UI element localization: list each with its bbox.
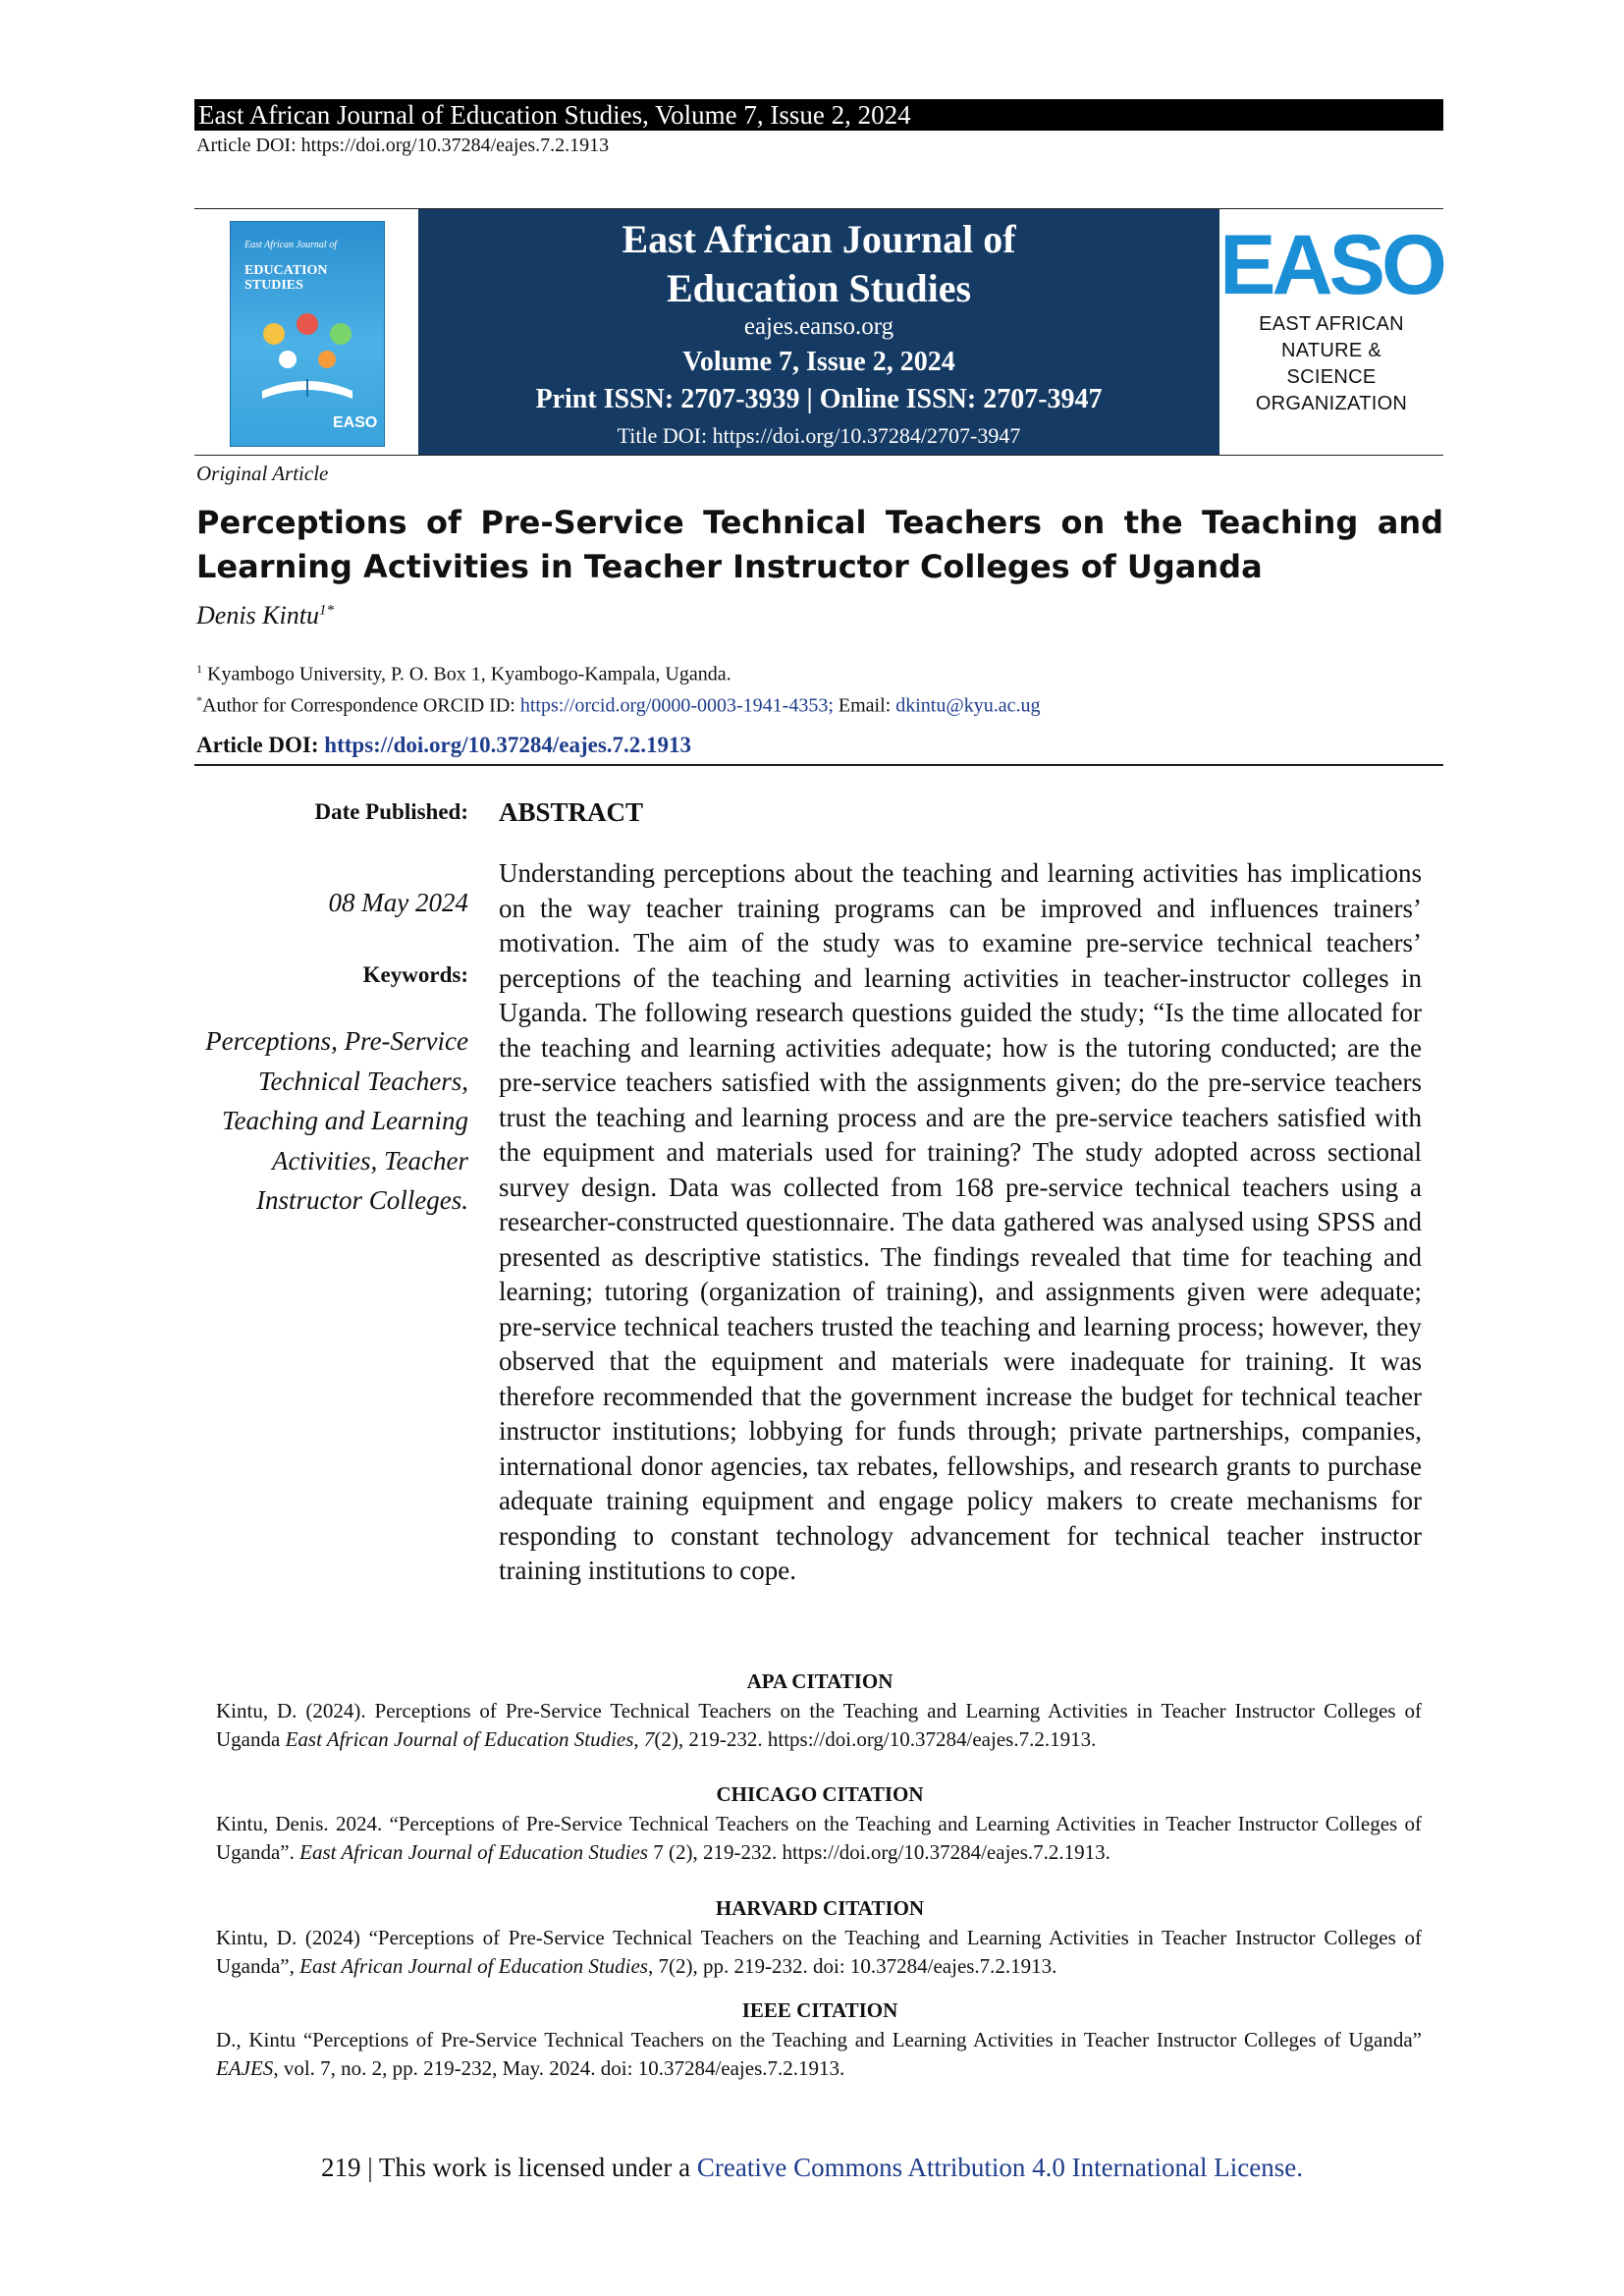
affiliation-1-mark: 1 — [196, 662, 202, 676]
organization-area — [1219, 209, 1443, 455]
article-doi-link[interactable]: https://doi.org/10.37284/eajes.7.2.1913 — [324, 733, 692, 757]
harvard-citation-post: , 7(2), pp. 219-232. doi: 10.37284/eajes.7.2.1913. — [647, 1954, 1057, 1978]
chicago-citation-text — [216, 1810, 1422, 1867]
page-footer — [0, 2153, 1624, 2183]
apa-citation-post: (2), 219-232. https://doi.org/10.37284/eajes.7.2.1913. — [654, 1727, 1097, 1751]
ieee-citation-pre: D., Kintu “Perceptions of Pre-Service Technical Teachers on the Teaching and Learning Activities in Teacher Instructor Colleges of Uganda” — [216, 2028, 1422, 2051]
date-published-value: 08 May 2024 — [328, 888, 468, 917]
page-number: 219 — [321, 2153, 361, 2182]
harvard-citation-heading: HARVARD CITATION — [715, 1896, 925, 1920]
email-label: Email: — [838, 694, 892, 717]
apa-citation-pre: Kintu, D. (2024). Perceptions of Pre-Service Technical Teachers on the Teaching and Learning Activities in Teacher Instructor Colleges of Uganda — [216, 1699, 1422, 1751]
banner-bottom-rule — [194, 455, 1443, 456]
article-title — [196, 501, 1443, 589]
footer-license-text: | This work is licensed under a — [360, 2153, 697, 2182]
chicago-citation-pre: Kintu, Denis. 2024. “Perceptions of Pre-Service Technical Teachers on the Teaching and Learning Activities in Teacher Instructor Colleges of Uganda”. — [216, 1812, 1422, 1864]
running-header-doi: Article DOI: https://doi.org/10.37284/eajes.7.2.1913 — [196, 135, 610, 156]
journal-cover-image — [230, 221, 385, 447]
orcid-link[interactable]: https://orcid.org/0000-0003-1941-4353; — [519, 694, 834, 717]
cover-illustration-icon — [252, 310, 362, 405]
apa-citation-text — [216, 1697, 1422, 1754]
keywords-label: Keywords: — [362, 962, 468, 987]
doi-rule — [194, 764, 1443, 766]
journal-volume: Volume 7, Issue 2, 2024 — [682, 347, 955, 377]
chicago-citation-heading: CHICAGO CITATION — [716, 1782, 924, 1806]
correspondence-mark: * — [196, 692, 202, 707]
author-name: Denis Kintu — [196, 601, 319, 629]
author — [196, 601, 334, 630]
easo-logo-icon — [1219, 218, 1443, 312]
harvard-citation-pre: Kintu, D. (2024) “Perceptions of Pre-Service Technical Teachers on the Teaching and Learning Activities in Teacher Instructor Colleges of Uganda”, — [216, 1926, 1422, 1978]
ieee-citation-heading: IEEE CITATION — [741, 1998, 898, 2022]
chicago-citation-journal: East African Journal of Education Studies — [299, 1840, 648, 1864]
correspondence-prefix: Author for Correspondence ORCID ID: — [202, 694, 515, 717]
harvard-citation-journal: East African Journal of Education Studies — [299, 1954, 648, 1978]
journal-issn: Print ISSN: 2707-3939 | Online ISSN: 2707-3947 — [535, 384, 1103, 414]
journal-info-panel — [418, 209, 1219, 455]
ieee-citation-post: , vol. 7, no. 2, pp. 219-232, May. 2024. doi: 10.37284/eajes.7.2.1913. — [273, 2056, 845, 2080]
apa-citation-mid: , — [633, 1727, 644, 1751]
apa-citation-journal: East African Journal of Education Studies — [285, 1727, 634, 1751]
journal-website[interactable]: eajes.eanso.org — [743, 313, 894, 340]
article-doi — [196, 733, 691, 758]
easo-logo-text: EASO — [1219, 218, 1443, 312]
abstract-text: Understanding perceptions about the teaching and learning activities has implications on the way teacher training programs can be improved and influences trainers’ motivation. The aim of the study was to examine pre-service technical teachers’ perceptions of the teaching and learning activities in teacher-instructor colleges in Uganda. The following research questions guided the study; “Is the time allocated for the teaching and learning activities adequate; how is the tutoring conducted; are the pre-service teachers satisfied with the assignments given; do the pre-service teachers trust the teaching and learning process and are the pre-service teachers satisfied with the equipment and materials used for training? The study adopted across sectional survey design. Data was collected from 168 pre-service technical teachers using a researcher-constructed questionnaire. The data gathered was analysed using SPSS and presented as descriptive statistics. The findings revealed that time for teaching and learning; tutoring (organization of training), and assignments given were adequate; pre-service technical teachers trusted the teaching and learning process; however, they observed that the equipment and materials were inadequate for training. It was therefore recommended that the government increase the budget for technical teacher instructor institutions; lobbying for funds through; private partnerships, companies, international donor agencies, tax rebates, fellowships, and research grants to purchase adequate training equipment and engage policy makers to create mechanisms for responding to constant technology advancement for technical teacher instructor training institutions to cope. — [499, 858, 1422, 1585]
article-type: Original Article — [196, 462, 329, 485]
journal-title: East African Journal of Education Studies — [622, 217, 1016, 310]
correspondence — [196, 687, 1041, 719]
article-doi-label: Article DOI: — [196, 733, 319, 757]
cover-area — [194, 209, 418, 455]
apa-citation-vol: 7 — [643, 1727, 655, 1751]
email-link[interactable]: dkintu@kyu.ac.ug — [895, 694, 1041, 717]
cover-small-text: East African Journal of — [244, 240, 337, 250]
title-line-2: Learning Activities in Teacher Instructor Colleges of Uganda — [196, 548, 1263, 585]
harvard-citation-text — [216, 1924, 1422, 1981]
apa-citation-heading: APA CITATION — [746, 1669, 893, 1693]
journal-banner — [194, 209, 1443, 455]
affiliation-1-text: Kyambogo University, P. O. Box 1, Kyambogo-Kampala, Uganda. — [207, 663, 731, 685]
license-link[interactable]: Creative Commons Attribution 4.0 International License. — [696, 2153, 1303, 2182]
author-marks: 1* — [318, 602, 334, 619]
date-published-label: Date Published: — [314, 799, 468, 824]
affiliations — [196, 656, 1041, 718]
keywords-label-text: Keywords — [362, 962, 461, 987]
journal-title-doi[interactable]: Title DOI: https://doi.org/10.37284/2707-3947 — [617, 423, 1021, 448]
abstract-heading: ABSTRACT — [499, 797, 644, 827]
running-header-journal: East African Journal of Education Studies, Volume 7, Issue 2, 2024 — [194, 99, 1443, 131]
chicago-citation-post: 7 (2), 219-232. https://doi.org/10.37284/eajes.7.2.1913. — [647, 1840, 1110, 1864]
cover-logo: EASO — [333, 414, 378, 431]
keywords-list: Perceptions, Pre-Service Technical Teachers, Teaching and Learning Activities, Teacher Instructor Colleges. — [205, 1026, 468, 1215]
title-line-1: Perceptions of Pre-Service Technical Teachers on the Teaching and — [196, 504, 1443, 541]
ieee-citation-text — [216, 2026, 1422, 2083]
ieee-citation-journal: EAJES — [216, 2056, 274, 2080]
cover-big-text: EDUCATION STUDIES — [244, 263, 328, 293]
organization-name: EAST AFRICAN NATURE & SCIENCE ORGANIZATION — [1255, 313, 1408, 414]
affiliation-1 — [196, 656, 1041, 687]
